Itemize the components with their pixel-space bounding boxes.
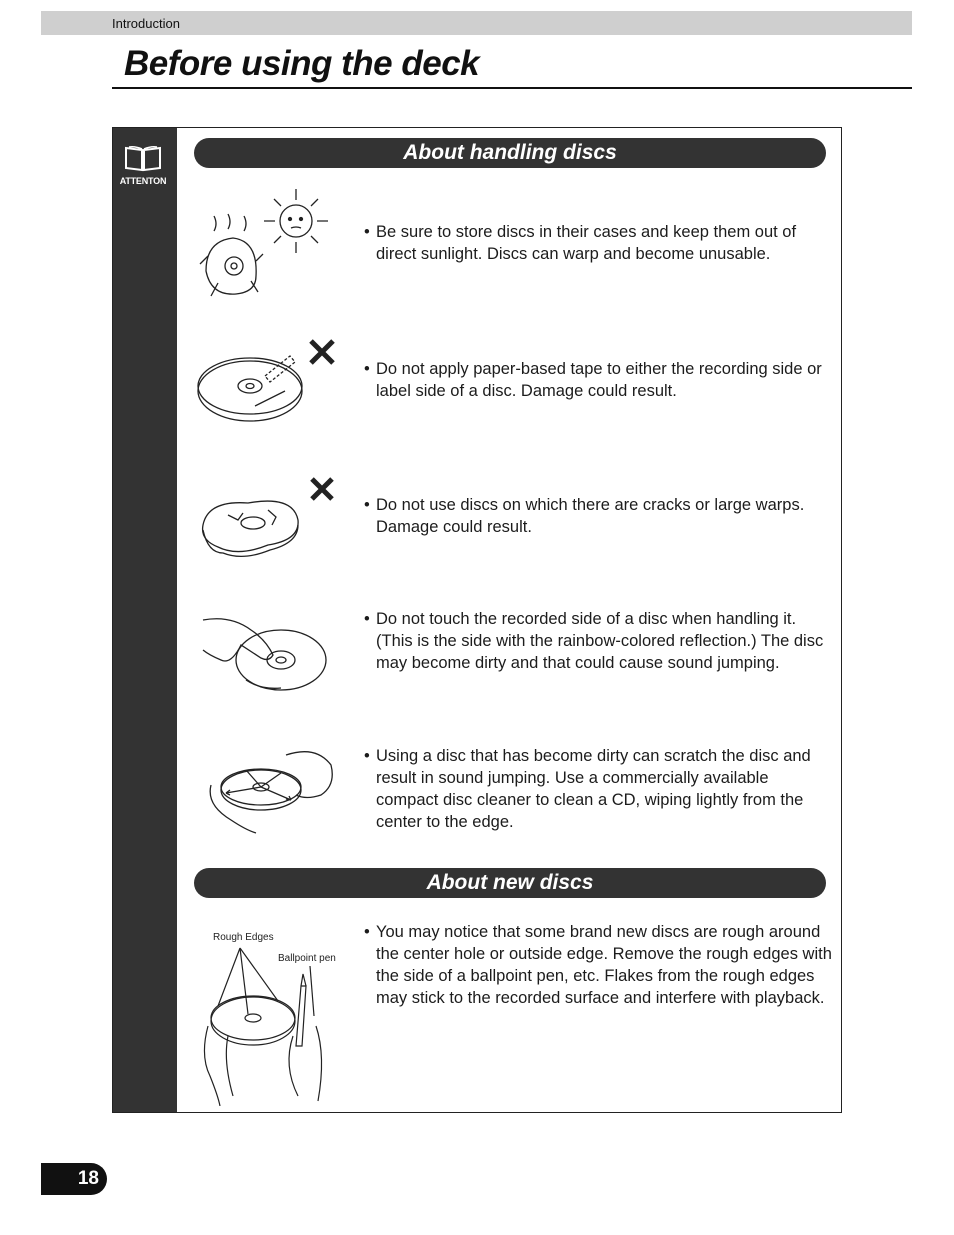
finger-on-disc-icon [201, 610, 336, 695]
heading-about-new-discs: About new discs [194, 868, 826, 898]
open-book-icon [123, 144, 163, 172]
sun-warped-disc-icon [196, 186, 331, 306]
page-number: 18 [77, 1168, 99, 1189]
handling-item-3: • Do not use discs on which there are cracks or large warps. Damage could result. [364, 494, 834, 538]
handling-item-5: • Using a disc that has become dirty can scratch the disc and result in sound jumping. Use a commercially available compact disc cleaner to clean a CD, wiping lightly from the center to the edge. [364, 745, 834, 833]
attention-strip [113, 128, 177, 1112]
attention-label: ATTENTON [119, 176, 167, 186]
section-label: Introduction [112, 16, 180, 31]
new-discs-item-1: • You may notice that some brand new discs are rough around the center hole or outside edge. Remove the rough edges with the side of a ballpoint pen, etc. Flakes from the rough edges may stick to the recorded surface and interfere with playback. [364, 921, 834, 1009]
title-rule [112, 87, 912, 89]
handling-item-1: • Be sure to store discs in their cases and keep them out of direct sunlight. Discs can warp and become unusable. [364, 221, 834, 265]
ballpoint-pen-label: Ballpoint pen [278, 953, 336, 964]
cleaning-disc-icon [206, 745, 336, 835]
deburring-disc-icon [198, 946, 343, 1106]
rough-edges-label: Rough Edges [213, 932, 274, 943]
taped-disc-icon [195, 336, 335, 426]
cracked-disc-icon [198, 475, 338, 560]
handling-item-4: • Do not touch the recorded side of a disc when handling it. (This is the side with the rainbow-colored reflection.) The disc may become dirty and that could cause sound jumping. [364, 608, 834, 674]
handling-item-2: • Do not apply paper-based tape to either the recording side or label side of a disc. Damage could result. [364, 358, 834, 402]
page-number-tab [41, 1163, 107, 1195]
attention-frame [112, 127, 842, 1113]
page-title: Before using the deck [124, 44, 480, 83]
heading-about-handling-discs: About handling discs [194, 138, 826, 168]
